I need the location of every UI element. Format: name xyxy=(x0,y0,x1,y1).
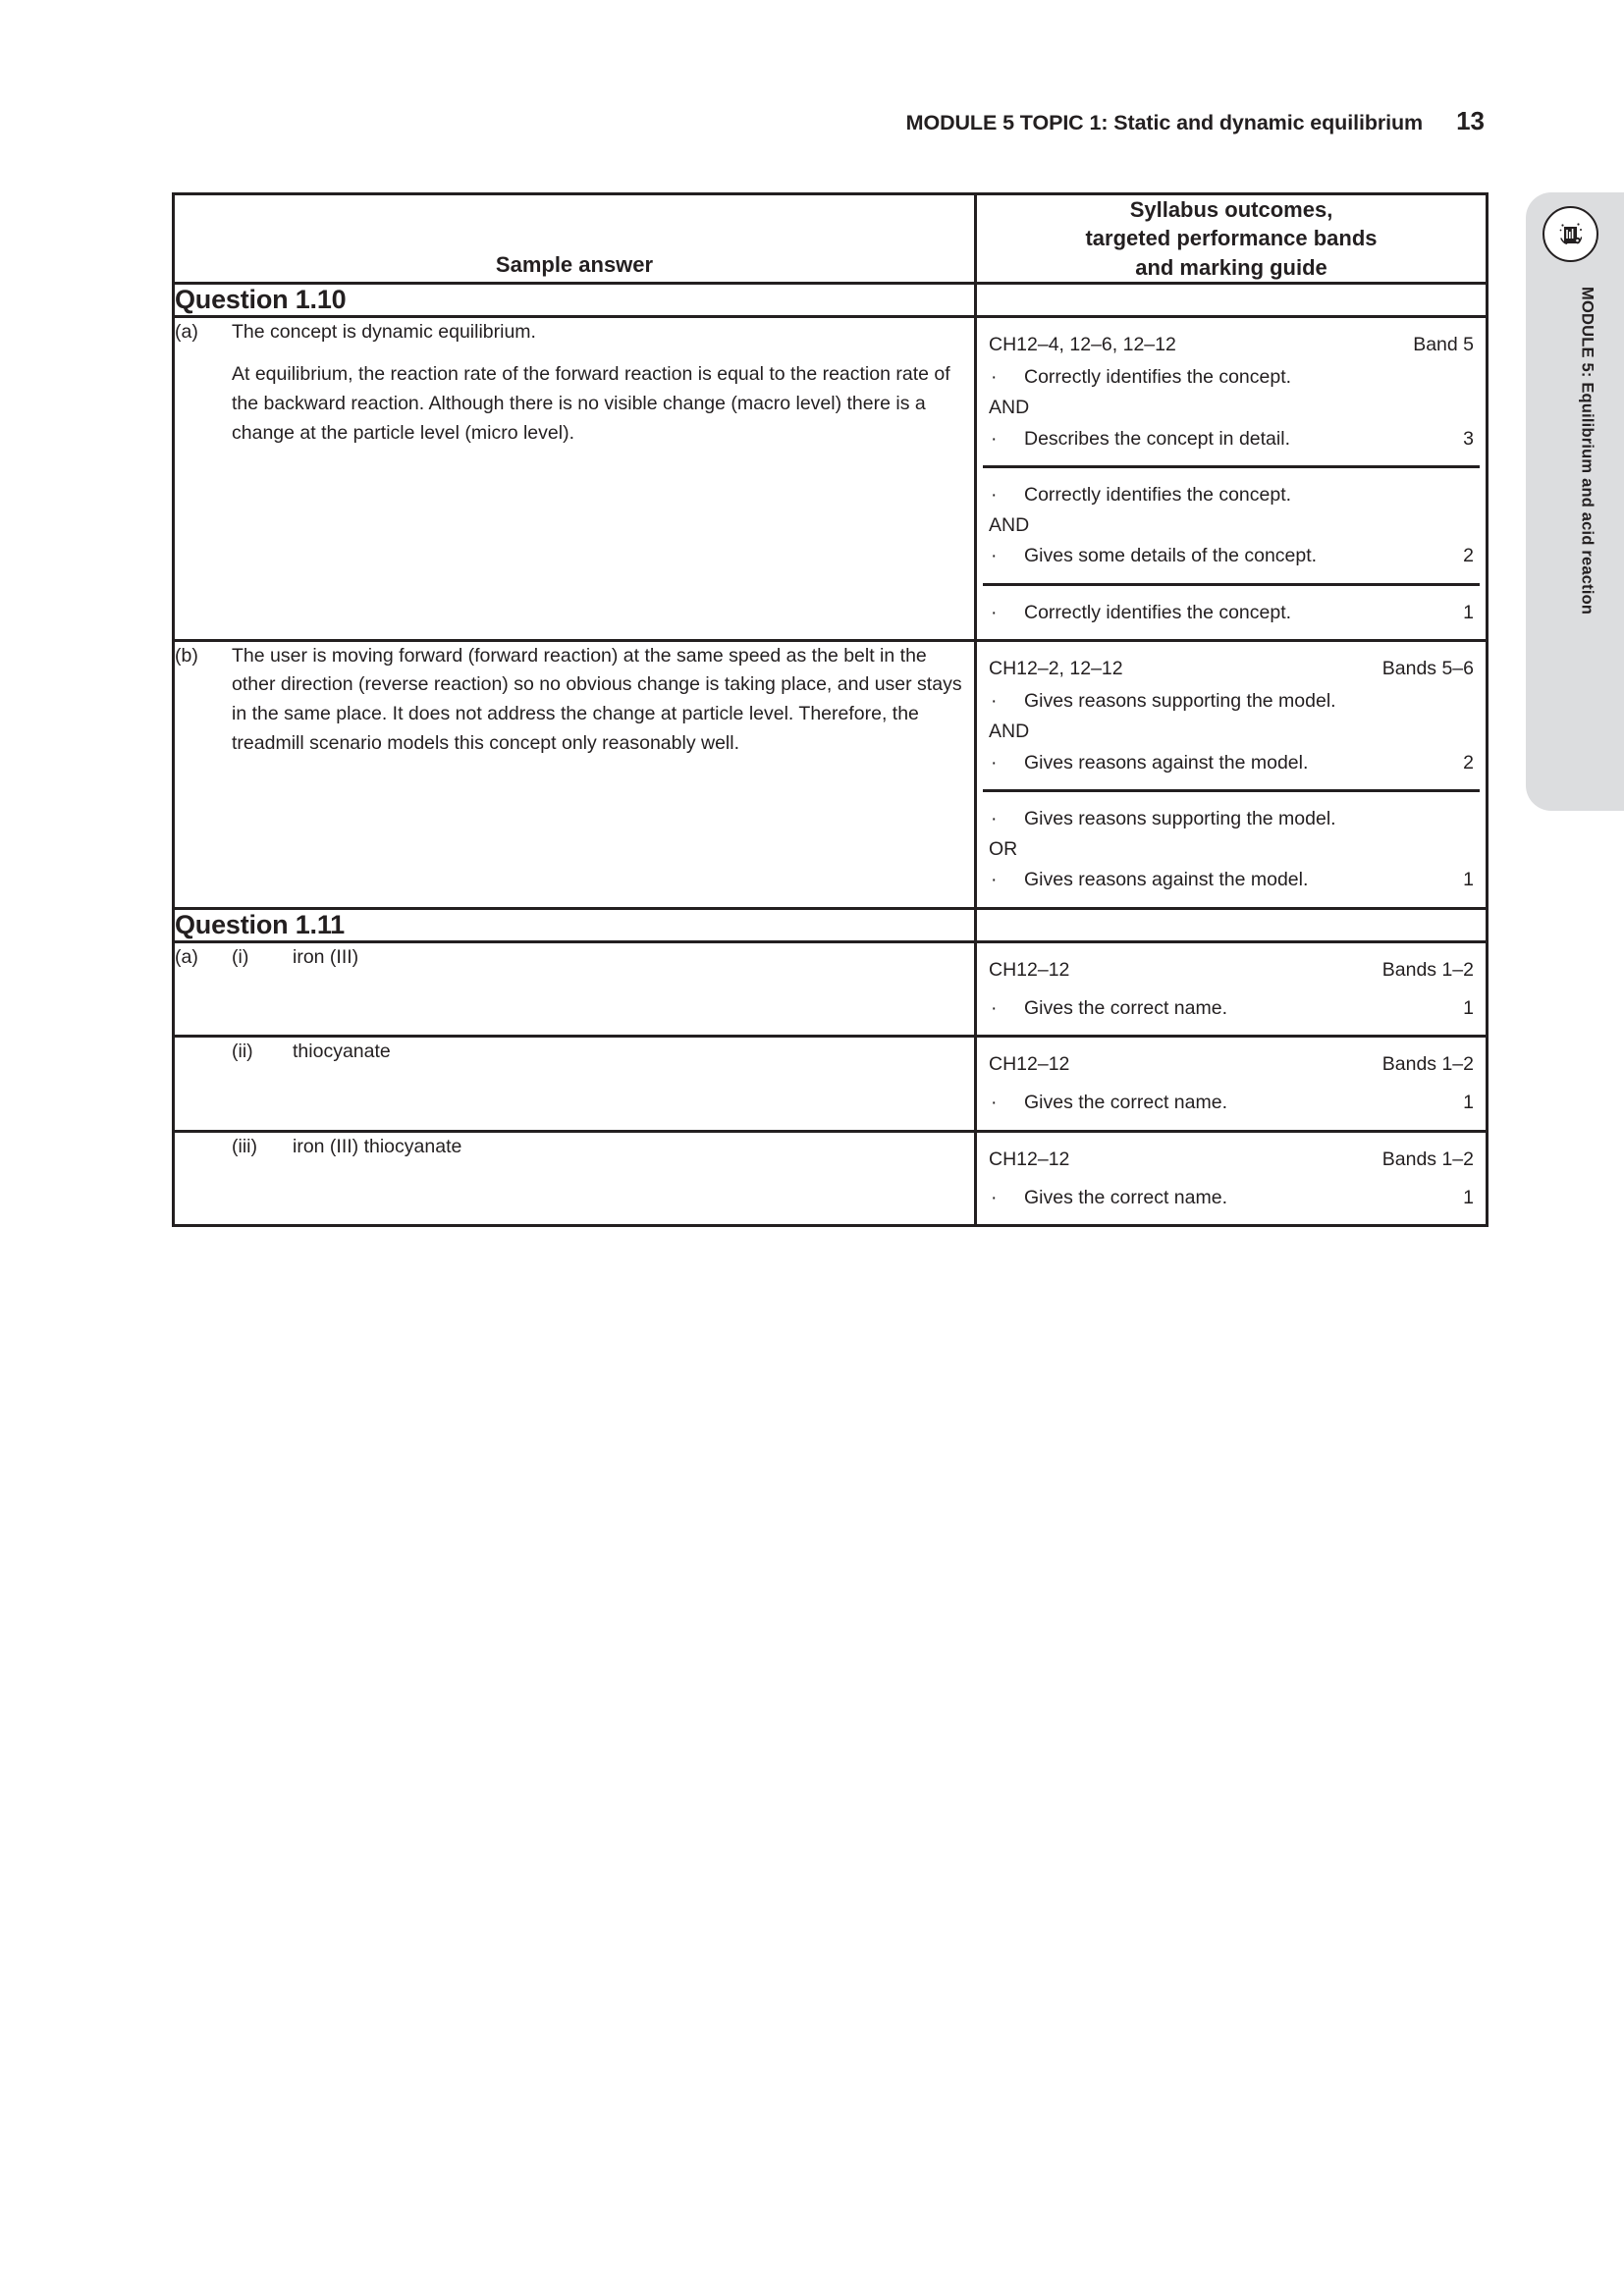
question-banner-row xyxy=(174,283,1488,316)
question-banner-row xyxy=(174,908,1488,941)
bullet-icon: · xyxy=(991,545,998,567)
marking-band-block xyxy=(983,583,1480,639)
answer-paragraph: The concept is dynamic equilibrium. xyxy=(232,320,536,343)
bullet-icon: · xyxy=(991,690,998,712)
criterion-item xyxy=(989,363,1474,392)
column-header-line-2: targeted performance bands xyxy=(1085,226,1378,251)
answer-sub-marker: (ii) xyxy=(232,1041,253,1062)
marking-band-block xyxy=(977,1133,1486,1225)
syllabus-outcomes: CH12–12 xyxy=(989,1053,1070,1075)
criterion-label: Gives reasons against the model. xyxy=(1024,869,1309,891)
table-row xyxy=(174,316,1488,640)
marking-cell-1-10-b xyxy=(976,640,1488,908)
criterion-item xyxy=(989,994,1474,1023)
criterion-item xyxy=(989,425,1474,454)
book-flask-badge-icon xyxy=(1543,206,1598,262)
answer-marker: (a) xyxy=(175,945,198,968)
bullet-icon: · xyxy=(991,1092,998,1114)
syllabus-outcomes: CH12–4, 12–6, 12–12 xyxy=(989,333,1176,355)
criterion-item xyxy=(989,1184,1474,1212)
answer-marker: (b) xyxy=(175,644,198,667)
answer-cell-1-11-a-i xyxy=(174,941,976,1037)
criterion-text xyxy=(1024,994,1474,1023)
side-tab-label: MODULE 5: Equilibrium and acid reaction xyxy=(1578,287,1597,615)
criterion-text xyxy=(1024,1184,1474,1212)
criterion-label: Describes the concept in detail. xyxy=(1024,427,1290,450)
bullet-icon: · xyxy=(991,601,998,623)
performance-band: Bands 1–2 xyxy=(1381,1053,1474,1075)
criterion-label: Gives reasons supporting the model. xyxy=(1024,690,1336,712)
module-side-tab xyxy=(1526,192,1624,811)
bullet-icon: · xyxy=(991,1186,998,1208)
criterion-label: Gives reasons against the model. xyxy=(1024,751,1309,774)
criterion-label: Gives the correct name. xyxy=(1024,1186,1227,1208)
criterion-label: Gives some details of the concept. xyxy=(1024,545,1318,567)
band-header xyxy=(989,1050,1474,1079)
page-number: 13 xyxy=(1456,106,1485,135)
criterion-label: Correctly identifies the concept. xyxy=(1024,601,1292,623)
question-banner-label: Question 1.10 xyxy=(174,283,976,316)
band-header xyxy=(989,956,1474,985)
criterion-item xyxy=(989,1089,1474,1117)
criterion-conjunction: AND xyxy=(989,397,1030,419)
criterion-marks: 1 xyxy=(1463,869,1474,891)
table-row xyxy=(174,941,1488,1037)
criterion-text xyxy=(1024,481,1474,509)
criterion-marks: 1 xyxy=(1463,1186,1474,1208)
column-header-line-3: and marking guide xyxy=(1135,254,1327,280)
syllabus-outcomes: CH12–12 xyxy=(989,1148,1070,1170)
criterion-text xyxy=(1024,363,1474,392)
criterion-text xyxy=(1024,749,1474,777)
column-header-sample-answer: Sample answer xyxy=(174,194,976,284)
answer-paragraph: At equilibrium, the reaction rate of the forward reaction is equal to the reaction rate of the backward reaction. Although there is no visible change (macro level) there is a change at the particle level (micro level). xyxy=(232,363,950,444)
marking-band-block xyxy=(977,318,1486,465)
criterion-text xyxy=(1024,542,1474,570)
answer-cell-1-10-b xyxy=(174,640,976,908)
performance-band: Band 5 xyxy=(1413,333,1474,355)
criterion-item xyxy=(989,481,1474,509)
band-header xyxy=(989,331,1474,359)
answer-text xyxy=(232,642,974,759)
answer-sub-marker: (i) xyxy=(232,945,249,968)
answer-cell-1-10-a xyxy=(174,316,976,640)
band-header xyxy=(989,1146,1474,1174)
criterion-item xyxy=(989,866,1474,894)
criterion-item xyxy=(989,542,1474,570)
criterion-marks: 1 xyxy=(1463,996,1474,1019)
syllabus-outcomes: CH12–12 xyxy=(989,958,1070,981)
bullet-icon: · xyxy=(991,483,998,506)
question-banner-label: Question 1.11 xyxy=(174,908,976,941)
answer-text: iron (III) xyxy=(293,945,359,968)
marking-cell-1-11-a-iii xyxy=(976,1131,1488,1226)
marking-band-block xyxy=(983,465,1480,583)
bullet-icon: · xyxy=(991,366,998,388)
page-title: MODULE 5 TOPIC 1: Static and dynamic equilibrium xyxy=(905,111,1424,134)
criterion-conjunction: AND xyxy=(989,514,1030,536)
question-banner-spacer xyxy=(976,283,1488,316)
answer-paragraph: The user is moving forward (forward reaction) at the same speed as the belt in the other direction (reverse reaction) so no obvious change is taking place, and user stays in the same place. It does not address the change at particle level. Therefore, the treadmill scenario models this concept only reasonably well. xyxy=(232,644,962,754)
question-banner-spacer xyxy=(976,908,1488,941)
criterion-marks: 3 xyxy=(1463,427,1474,450)
criterion-label: Correctly identifies the concept. xyxy=(1024,366,1292,388)
performance-band: Bands 5–6 xyxy=(1381,657,1474,679)
table-row xyxy=(174,1131,1488,1226)
criterion-item xyxy=(989,599,1474,627)
marking-cell-1-11-a-i xyxy=(976,941,1488,1037)
criterion-text xyxy=(1024,805,1474,833)
answer-cell-1-11-a-iii xyxy=(174,1131,976,1226)
answer-cell-1-11-a-ii xyxy=(174,1037,976,1132)
table-header-row xyxy=(174,194,1488,284)
criterion-conjunction: OR xyxy=(989,838,1018,860)
criterion-marks: 1 xyxy=(1463,1092,1474,1114)
table-row xyxy=(174,1037,1488,1132)
sample-answer-marking-table xyxy=(172,192,1489,1227)
marking-cell-1-11-a-ii xyxy=(976,1037,1488,1132)
criterion-text xyxy=(1024,425,1474,454)
answer-marker: (a) xyxy=(175,320,198,343)
criterion-label: Gives the correct name. xyxy=(1024,1092,1227,1114)
performance-band: Bands 1–2 xyxy=(1381,1148,1474,1170)
marking-cell-1-10-a xyxy=(976,316,1488,640)
answer-text: iron (III) thiocyanate xyxy=(293,1135,462,1157)
band-header xyxy=(989,655,1474,683)
criterion-item xyxy=(989,805,1474,833)
column-header-syllabus-outcomes xyxy=(976,194,1488,284)
marking-band-block xyxy=(977,642,1486,789)
bullet-icon: · xyxy=(991,427,998,450)
bullet-icon: · xyxy=(991,751,998,774)
criterion-label: Gives reasons supporting the model. xyxy=(1024,807,1336,829)
bullet-icon: · xyxy=(991,869,998,891)
table-row xyxy=(174,640,1488,908)
side-tab-label-wrap xyxy=(1526,287,1624,777)
criterion-conjunction: AND xyxy=(989,721,1030,743)
column-header-line-1: Syllabus outcomes, xyxy=(1129,197,1333,222)
marking-band-block xyxy=(977,943,1486,1036)
bullet-icon: · xyxy=(991,807,998,829)
criterion-marks: 1 xyxy=(1463,601,1474,623)
answer-text xyxy=(232,318,974,449)
bullet-icon: · xyxy=(991,996,998,1019)
criterion-item xyxy=(989,749,1474,777)
criterion-text xyxy=(1024,687,1474,716)
criterion-text xyxy=(1024,1089,1474,1117)
syllabus-outcomes: CH12–2, 12–12 xyxy=(989,657,1123,679)
criterion-marks: 2 xyxy=(1463,545,1474,567)
answer-text: thiocyanate xyxy=(293,1041,391,1062)
criterion-text xyxy=(1024,866,1474,894)
marking-band-block xyxy=(977,1038,1486,1130)
marking-band-block xyxy=(983,789,1480,907)
criterion-text xyxy=(1024,599,1474,627)
page-running-header xyxy=(906,106,1485,136)
answer-sub-marker: (iii) xyxy=(232,1135,257,1157)
criterion-item xyxy=(989,687,1474,716)
performance-band: Bands 1–2 xyxy=(1381,958,1474,981)
criterion-marks: 2 xyxy=(1463,751,1474,774)
criterion-label: Gives the correct name. xyxy=(1024,996,1227,1019)
criterion-label: Correctly identifies the concept. xyxy=(1024,483,1292,506)
